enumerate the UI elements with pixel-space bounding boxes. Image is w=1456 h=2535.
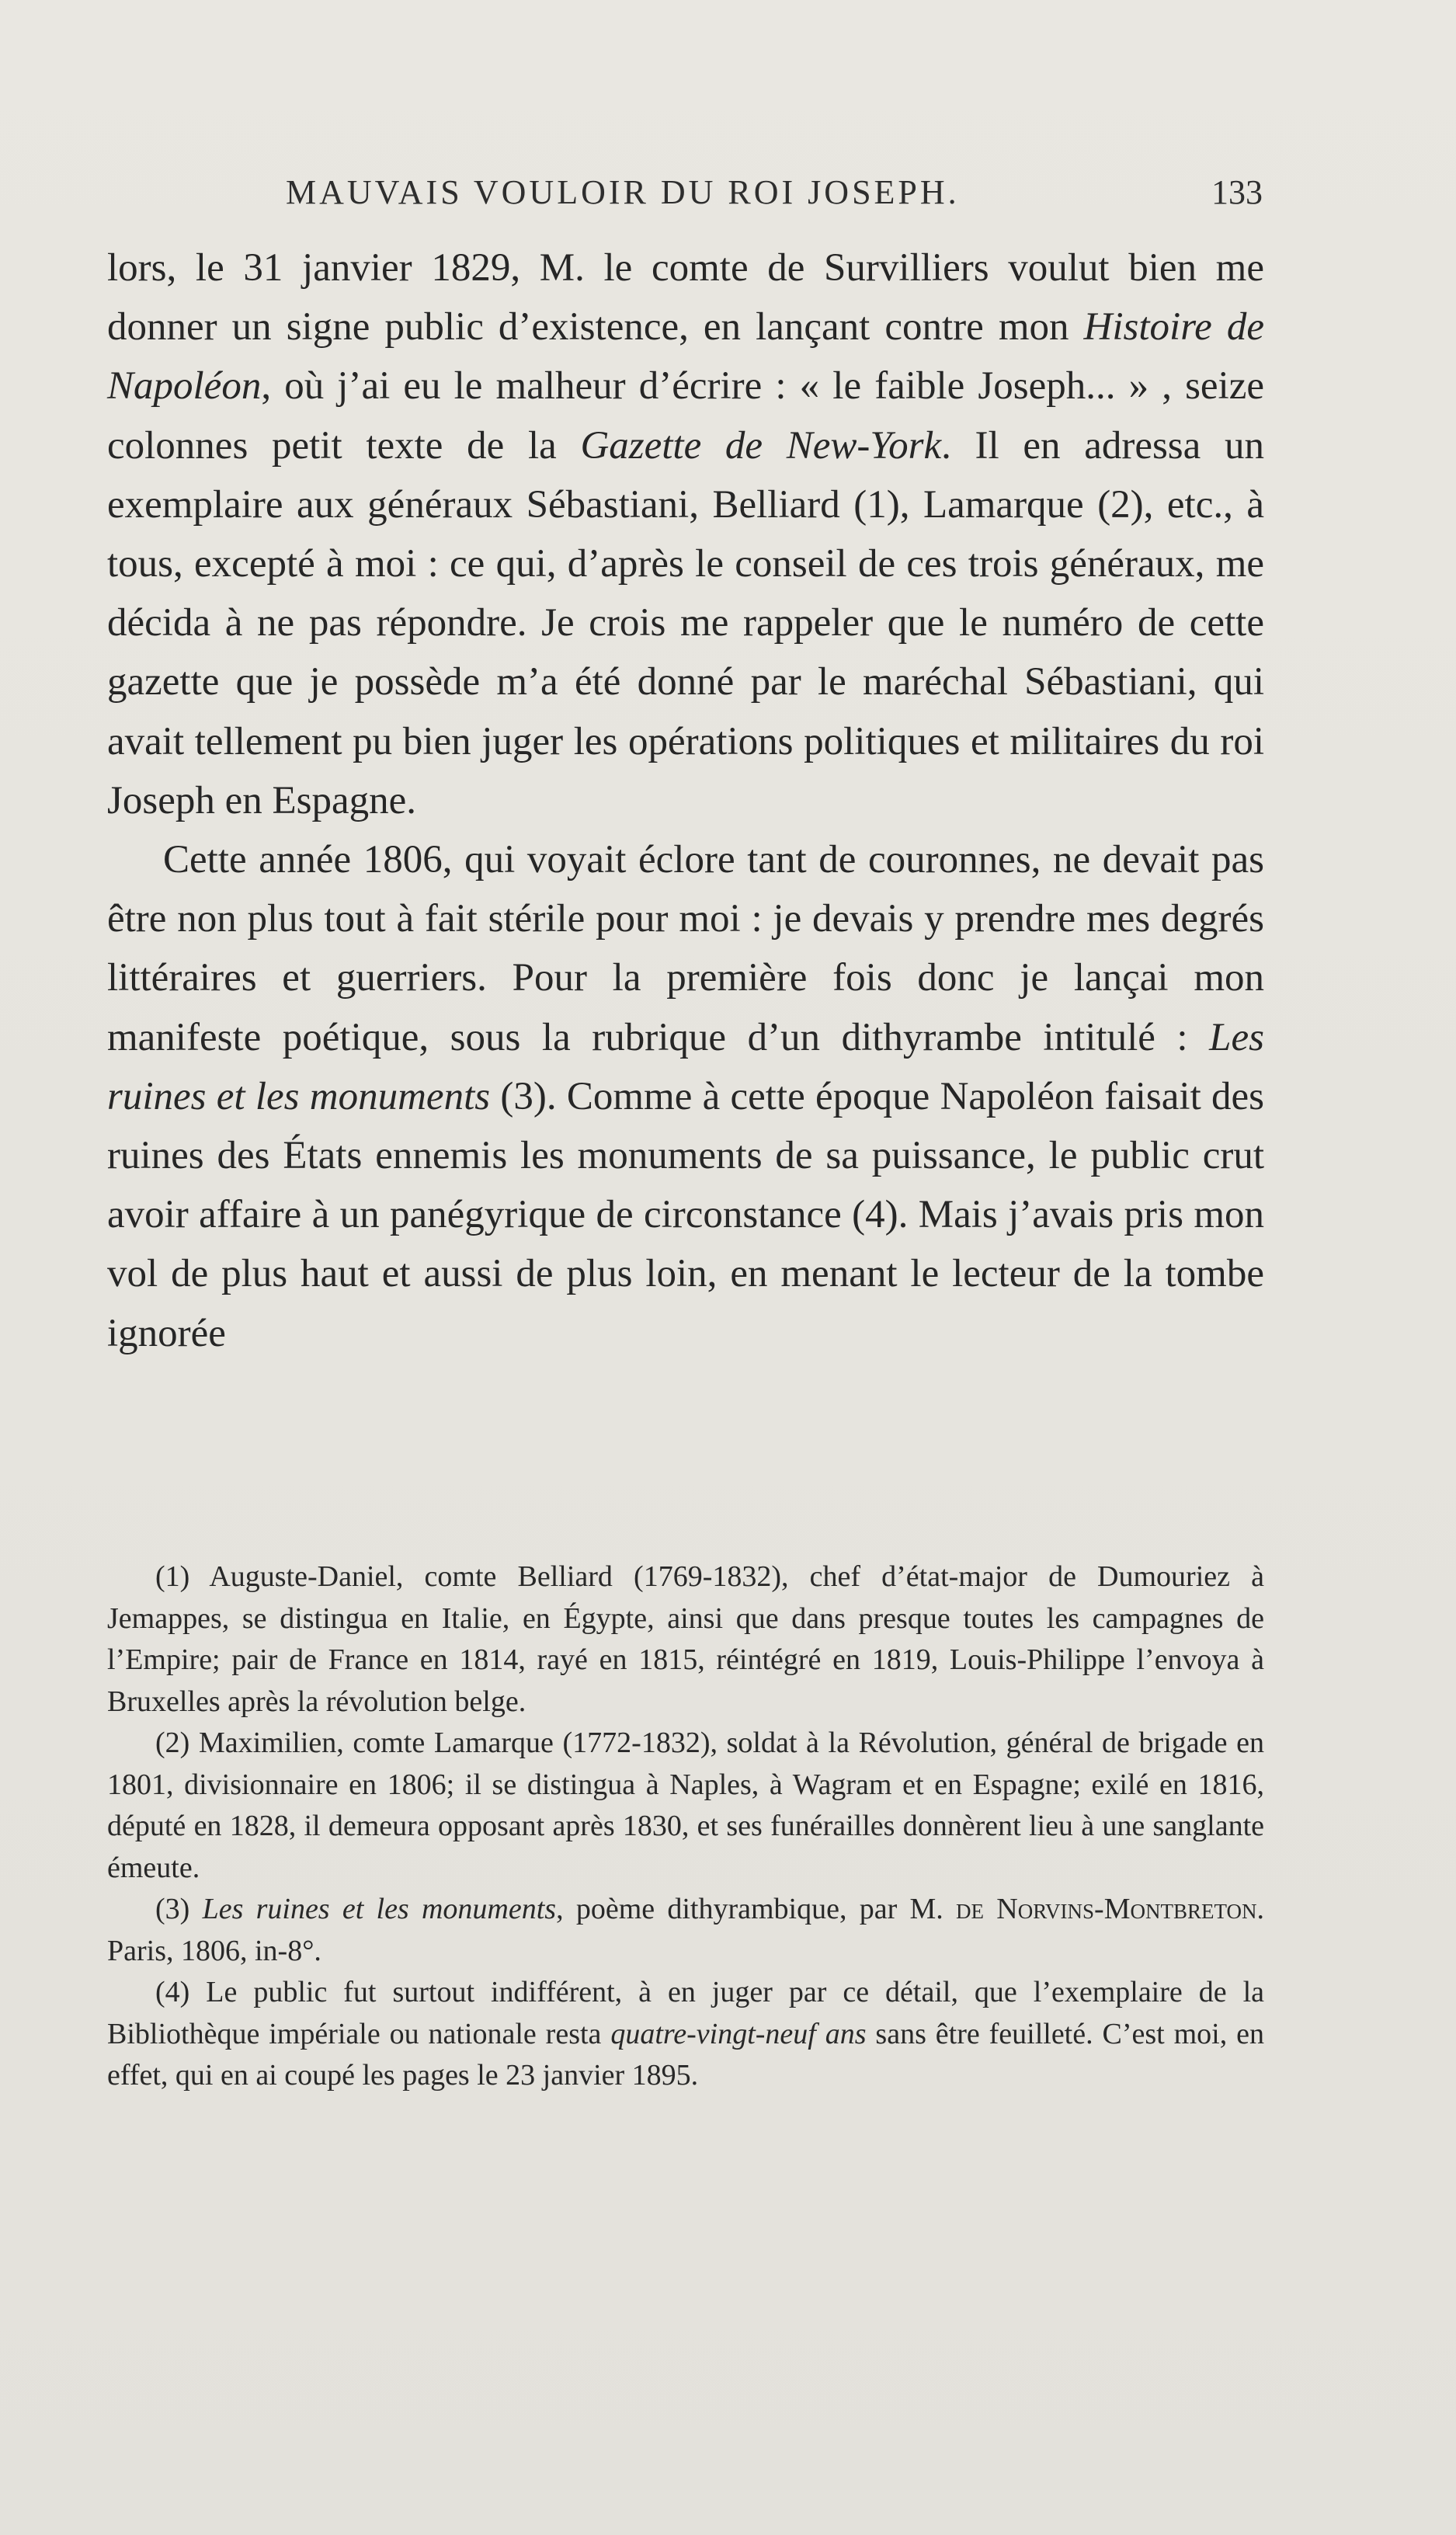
paragraph-1-text-b: , où j’ai eu le malheur d’écrire : « le faible Joseph... » , seize colonnes petit texte de la: [107, 364, 1264, 468]
paragraph-2: [107, 830, 1264, 1363]
newspaper-title: Gazette de New-York: [580, 423, 942, 468]
page-number: 133: [1211, 173, 1263, 211]
paragraph-1-text-a: lors, le 31 janvier 1829, M. le comte de Survilliers voulut bien me donner un signe public d’existence, en lançant contre mon: [107, 246, 1264, 349]
footnotes: [107, 1556, 1264, 2097]
footnote-4-text-b: sans être feuilleté. C’est moi, en effet, qui en ai coupé les pages le 23 janvier 1895.: [107, 2017, 1265, 2092]
footnote-1: (1) Auguste-Daniel, comte Belliard (1769-1832), chef d’état-major de Dumouriez à Jemappes, se distingua en Italie, en Égypte, ainsi que dans presque toutes les campagnes de l’Empire; pair de France en 1814, rayé en 1815, réintégré en 1819, Louis-Philippe l’envoya à Bruxelles après la révolution belge.: [107, 1560, 1264, 1718]
paragraph-1: [107, 238, 1264, 830]
poem-title: Les ruines et les monuments: [107, 1015, 1264, 1118]
paragraph-2-text-a: Cette année 1806, qui voyait éclore tant de couronnes, ne devait pas être non plus tout à fait stérile pour moi : je devais y prendre mes degrés littéraires et guerriers. Pour la première fois donc je lançai mon manifeste poétique, sous la rubrique d’un dithyrambe intitulé :: [107, 838, 1264, 1059]
footnote-3-text-a: , poème dithyrambique, par M.: [556, 1893, 957, 1925]
footnote-3-text-b: . Paris, 1806, in-8°.: [107, 1893, 1265, 1967]
running-title: MAUVAIS VOULOIR DU ROI JOSEPH.: [286, 173, 960, 211]
footnote-3-title: Les ruines et les monuments: [202, 1893, 557, 1925]
running-head: [107, 169, 1263, 216]
footnote-4-text-a: (4) Le public fut surtout indifférent, à en juger par ce détail, que l’exemplaire de la Bibliothèque impériale ou nationale resta: [107, 1976, 1264, 2050]
footnote-3-number: (3): [155, 1893, 203, 1925]
book-title-histoire: Histoire de Napoléon: [107, 305, 1264, 409]
paragraph-1-text-c: . Il en adressa un exemplaire aux généraux Sébastiani, Belliard (1), Lamarque (2), etc., à tous, excepté à moi : ce qui, d’après le conseil de ces trois généraux, me décida à ne pas répondre. Je crois me rappeler que le numéro de cette gazette que je possède m’a été donné par le maréchal Sébastiani, qui avait tellement pu bien juger les opérations politiques et militaires du roi Joseph en Espagne.: [107, 423, 1264, 822]
main-text: [107, 238, 1264, 1363]
footnote-2: (2) Maximilien, comte Lamarque (1772-1832), soldat à la Révolution, général de brigade en 1801, divisionnaire en 1806; il se distingua à Naples, à Wagram et en Espagne; exilé en 1816, député en 1828, il demeura opposant après 1830, et ses funérailles donnèrent lieu à une sanglante émeute.: [107, 1727, 1264, 1884]
footnote-3: [107, 1889, 1264, 1972]
paragraph-2-text-b: (3). Comme à cette époque Napoléon faisait des ruines des États ennemis les monuments de sa puissance, le public crut avoir affaire à un panégyrique de circonstance (4). Mais j’avais pris mon vol de plus haut et aussi de plus loin, en menant le lecteur de la tombe ignorée: [107, 1074, 1264, 1355]
footnote-3-author: de Norvins-Montbreton: [956, 1893, 1257, 1925]
footnote-4-emphasis: quatre-vingt-neuf ans: [610, 2017, 867, 2050]
footnote-4: [107, 1972, 1264, 2097]
